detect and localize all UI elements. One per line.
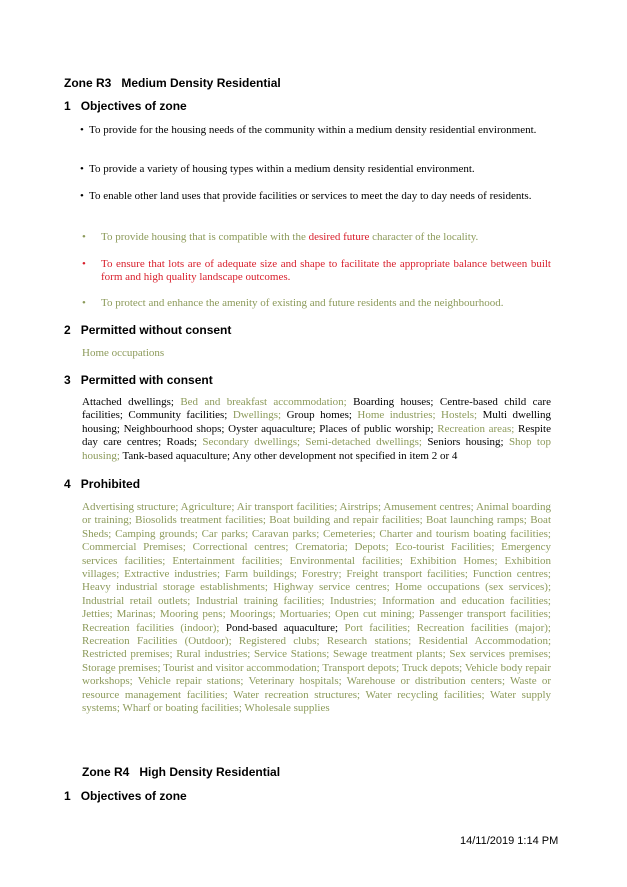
objective-5: To ensure that lots are of adequate size and shape to facilitate the appropriate balance between built form and high quality landscape outcomes. [101,258,551,284]
objective-2: To provide a variety of housing types within a medium density residential environment. [89,163,475,175]
section-title: Objectives of zone [80,789,187,803]
zone-r4-heading [82,765,280,779]
section-title: Permitted with consent [80,373,213,387]
zone-code: Zone R3 [64,76,112,90]
permitted-with-consent-segment: Multi dwelling housing; Neighbourhood shops; Oyster aquaculture; Places of public worship; [82,409,551,435]
r3-permitted-with-consent-heading [64,373,213,387]
prohibited-segment: Port facilities; Recreation facilities (major); Recreation Facilities (Outdoor); Registered clubs; Research stations; Residential Accommodation; Restricted premises; Rural industries; Service Stations; Sewage treatment plants; Sex services premises; Storage premises; Tourist and visitor accommodation; Transport depots; Truck depots; Vehicle body repair workshops; Vehicle repair stations; Veterinary hospitals; Warehouse or distribution centers; Waste or resource management facilities; Water recreation structures; Water recycling facilities; Water supply systems; Wharf or boating facilities; Wholesale supplies [82,621,551,715]
prohibited-list [82,501,551,716]
permitted-with-consent-segment: Bed and breakfast accommodation; [180,396,354,408]
zone-name: High Density Residential [139,765,281,779]
permitted-with-consent-list [82,396,551,463]
bullet-icon: • [80,124,84,136]
section-title: Prohibited [80,477,141,491]
permitted-with-consent-segment: Tank-based aquaculture; Any other development not specified in item 2 or 4 [122,449,458,462]
bullet-icon: • [82,258,86,270]
objective-4 [101,231,551,244]
zone-r3-heading [64,76,281,90]
zone-code: Zone R4 [82,765,130,779]
bullet-icon: • [82,297,86,309]
r4-objectives-heading [64,789,187,803]
r3-objectives-heading [64,99,187,113]
permitted-with-consent-segment: Recreation areas; [437,422,518,435]
section-number: 1 [64,789,71,803]
permitted-with-consent-segment: Dwellings; [232,409,287,422]
section-title: Objectives of zone [80,99,187,113]
permitted-with-consent-segment: Seniors housing; [427,436,509,449]
objective-4-text-end: character of the locality. [369,231,479,243]
permitted-with-consent-segment: Attached dwellings; [82,396,181,408]
prohibited-segment: Advertising structure; Agriculture; Air transport facilities; Airstrips; Amusement centres; Animal boarding or training; Biosolids treatment facilities; Boat building and repair facilities; Boat launching ramps; Boat Sheds; Camping grounds; Car parks; Caravan parks; Cemeteries; Charter and tourism boating facilities; Commercial Premises; Correctional centres; Crematoria; Depots; Eco-tourist Facilities; Emergency services facilities; Entertainment facilities; Environmental facilities; Exhibition Homes; Exhibition villages; Extractive industries; Farm buildings; Forestry; Freight transport facilities; Function centres; Heavy industrial storage establishments; Highway service centres; Home occupations (sex services); Industrial retail outlets; Industrial training facilities; Industries; Information and education facilities; Jetties; Marinas; Mooring pens; Moorings; Mortuaries; Open cut mining; Passenger transport facilities; Recreation facilities (indoor); [82,501,551,634]
objective-1: To provide for the housing needs of the community within a medium density residential environment. [89,124,537,136]
r3-permitted-without-consent-heading [64,323,231,337]
section-number: 4 [64,477,71,491]
bullet-icon: • [82,231,86,243]
section-number: 2 [64,323,71,337]
objective-3: To enable other land uses that provide facilities or services to meet the day to day needs of residents. [89,190,532,202]
permitted-with-consent-segment: Group homes; [286,409,358,422]
objective-4-text: To provide housing that is compatible with the [101,231,309,243]
permitted-with-consent-segment: Boarding houses; Centre-based child care facilities; Community facilities; [82,396,551,422]
prohibited-segment: Pond-based aquaculture; [225,621,345,634]
permitted-with-consent-segment: Shop top housing; [82,436,551,462]
footer-timestamp: 14/11/2019 1:14 PM [460,835,559,847]
permitted-without-consent-text: Home occupations [82,347,165,359]
permitted-with-consent-segment: Home industries; Hostels; [357,409,483,422]
r3-prohibited-heading [64,477,140,491]
bullet-icon: • [80,163,84,175]
section-number: 1 [64,99,71,113]
bullet-icon: • [80,190,84,202]
section-title: Permitted without consent [80,323,232,337]
permitted-with-consent-segment: Respite day care centres; Roads; [82,422,551,449]
objective-4-highlight: desired future [308,231,370,243]
objective-6: To protect and enhance the amenity of existing and future residents and the neighbourhood. [101,297,504,309]
zone-name: Medium Density Residential [121,76,281,90]
permitted-with-consent-segment: Secondary dwellings; Semi-detached dwellings; [202,436,428,449]
section-number: 3 [64,373,71,387]
